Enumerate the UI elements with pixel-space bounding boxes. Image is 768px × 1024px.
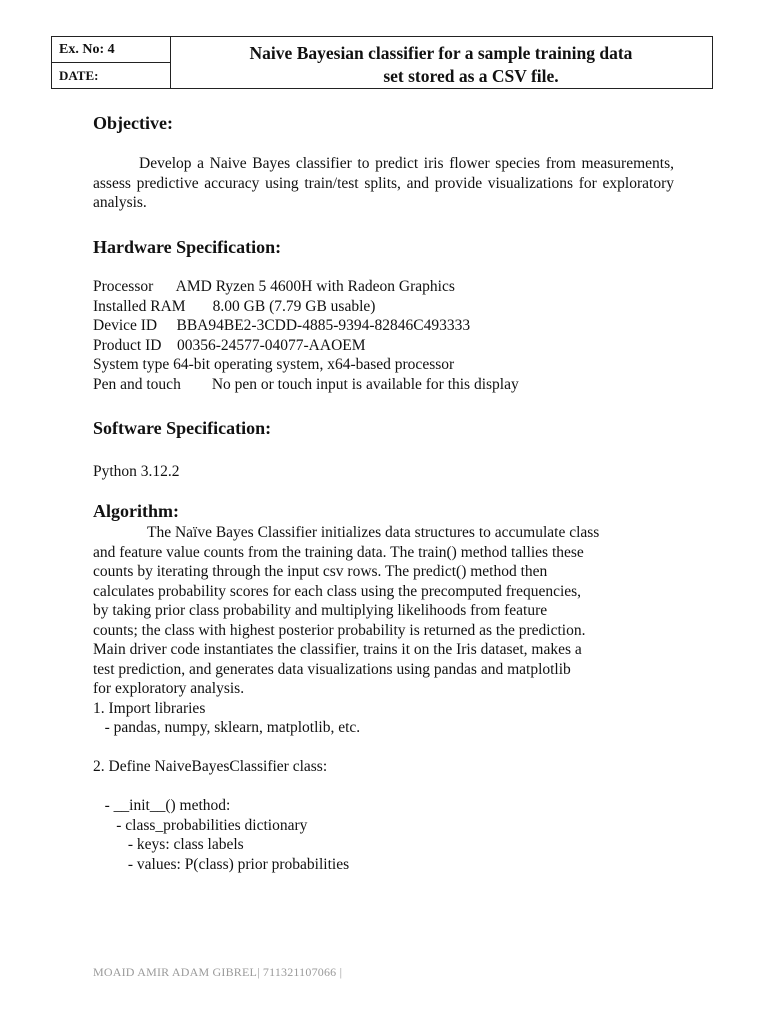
hardware-spec-list — [93, 277, 519, 395]
algorithm-line — [93, 777, 674, 797]
algorithm-text — [93, 523, 674, 874]
algorithm-line: test prediction, and generates data visualizations using pandas and matplotlib — [93, 660, 571, 678]
software-heading: Software Specification: — [93, 418, 272, 438]
hardware-line: Pen and touch No pen or touch input is available for this display — [93, 375, 519, 393]
hardware-line: Device ID BBA94BE2-3CDD-4885-9394-82846C493333 — [93, 317, 471, 335]
hardware-line: Product ID 00356-24577-04077-AAOEM — [93, 336, 366, 354]
algorithm-line: - values: P(class) prior probabilities — [93, 855, 350, 873]
algorithm-line: - pandas, numpy, sklearn, matplotlib, etc. — [93, 719, 361, 736]
algorithm-line: - keys: class labels — [93, 836, 244, 853]
software-text: Python 3.12.2 — [93, 463, 180, 480]
hardware-line: Processor AMD Ryzen 5 4600H with Radeon Graphics — [93, 278, 455, 295]
algorithm-line: for exploratory analysis. — [93, 680, 245, 697]
algorithm-line: - __init__() method: — [93, 797, 231, 814]
hardware-line: System type 64-bit operating system, x64-based processor — [93, 356, 455, 374]
header-left-column — [52, 37, 171, 88]
algorithm-line: - class_probabilities dictionary — [93, 816, 308, 834]
date-label: DATE: — [59, 68, 99, 83]
algorithm-line: calculates probability scores for each class using the precomputed frequencies, — [93, 582, 582, 600]
algorithm-line: 2. Define NaiveBayesClassifier class: — [93, 758, 328, 775]
algorithm-line: counts by iterating through the input csv rows. The predict() method then — [93, 563, 548, 580]
algorithm-line: counts; the class with highest posterior probability is returned as the prediction. — [93, 621, 586, 639]
algorithm-line: The Naïve Bayes Classifier initializes data structures to accumulate class — [93, 524, 600, 541]
header-table — [51, 36, 713, 89]
algorithm-line: Main driver code instantiates the classifier, trains it on the Iris dataset, makes a — [93, 641, 582, 658]
algorithm-heading: Algorithm: — [93, 501, 179, 521]
title-line-1: Naive Bayesian classifier for a sample training data — [249, 43, 633, 63]
algorithm-line: 1. Import libraries — [93, 699, 206, 717]
algorithm-line: by taking prior class probability and multiplying likelihoods from feature — [93, 602, 548, 619]
exercise-number: Ex. No: 4 — [52, 37, 170, 63]
objective-text: Develop a Naive Bayes classifier to predict iris flower species from measurements, assess predictive accuracy using train/test splits, and provide visualizations for exploratory analysis. — [93, 155, 674, 211]
objective-heading: Objective: — [93, 113, 173, 133]
document-title — [170, 42, 712, 88]
page-footer: MOAID AMIR ADAM GIBREL| 711321107066 | — [93, 965, 343, 979]
algorithm-line — [93, 738, 674, 758]
title-line-2: set stored as a CSV file. — [383, 66, 559, 86]
algorithm-line: and feature value counts from the training data. The train() method tallies these — [93, 543, 584, 561]
hardware-line: Installed RAM 8.00 GB (7.79 GB usable) — [93, 297, 376, 315]
hardware-heading: Hardware Specification: — [93, 237, 282, 257]
